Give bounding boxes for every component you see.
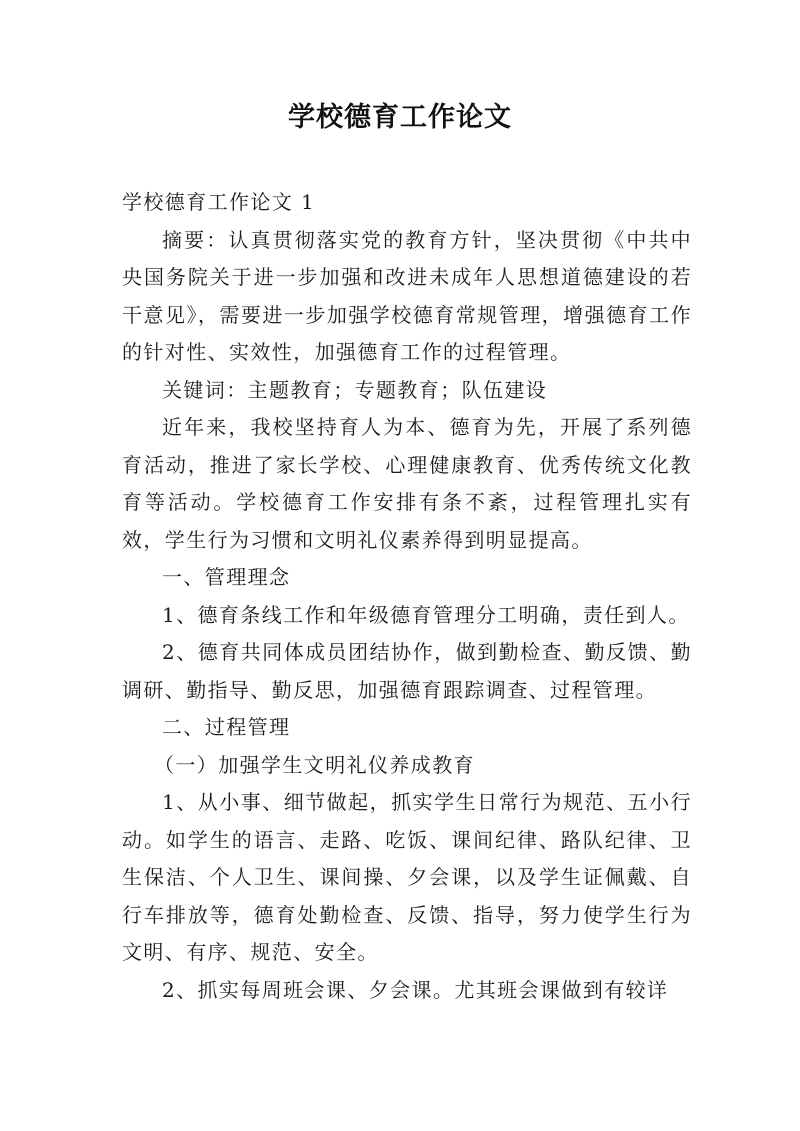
heading-process-management: 二、过程管理 <box>162 715 291 739</box>
paragraph-class-meeting: 2、抓实每周班会课、夕会课。尤其班会课做到有较详 <box>162 977 669 1002</box>
abstract-paragraph: 摘要：认真贯彻落实党的教育方针，坚决贯彻《中共中央国务院关于进一步加强和改进未成年人思想道德建设的若干意见》，需要进一步加强学校德育常规管理，增强德育工作的针对性、实效性，加强德育工作的过程管理。 <box>122 227 692 364</box>
subheading-etiquette-education: （一）加强学生文明礼仪养成教育 <box>154 752 475 777</box>
document-title: 学校德育工作论文 <box>288 102 512 133</box>
paragraph-item-1: 1、德育条线工作和年级德育管理分工明确，责任到人。 <box>162 602 690 627</box>
section-heading: 学校德育工作论文 1 <box>122 190 316 214</box>
paragraph-daily-behavior: 1、从小事、细节做起，抓实学生日常行为规范、五小行动。如学生的语言、走路、吃饭、课间纪律、路队纪律、卫生保洁、个人卫生、课间操、夕会课，以及学生证佩戴、自行车排放等，德育处勤检查、反馈、指导，努力使学生行为文明、有序、规范、安全。 <box>122 790 692 964</box>
heading-management-concept: 一、管理理念 <box>162 565 291 589</box>
document-body <box>122 184 692 1009</box>
intro-paragraph: 近年来，我校坚持育人为本、德育为先，开展了系列德育活动，推进了家长学校、心理健康教育、优秀传统文化教育等活动。学校德育工作安排有条不紊，过程管理扎实有效，学生行为习惯和文明礼仪素养得到明显提高。 <box>122 415 692 552</box>
keywords-paragraph: 关键词：主题教育；专题教育；队伍建设 <box>162 377 548 402</box>
paragraph-item-2: 2、德育共同体成员团结协作，做到勤检查、勤反馈、勤调研、勤指导、勤反思，加强德育跟踪调查、过程管理。 <box>122 640 692 702</box>
